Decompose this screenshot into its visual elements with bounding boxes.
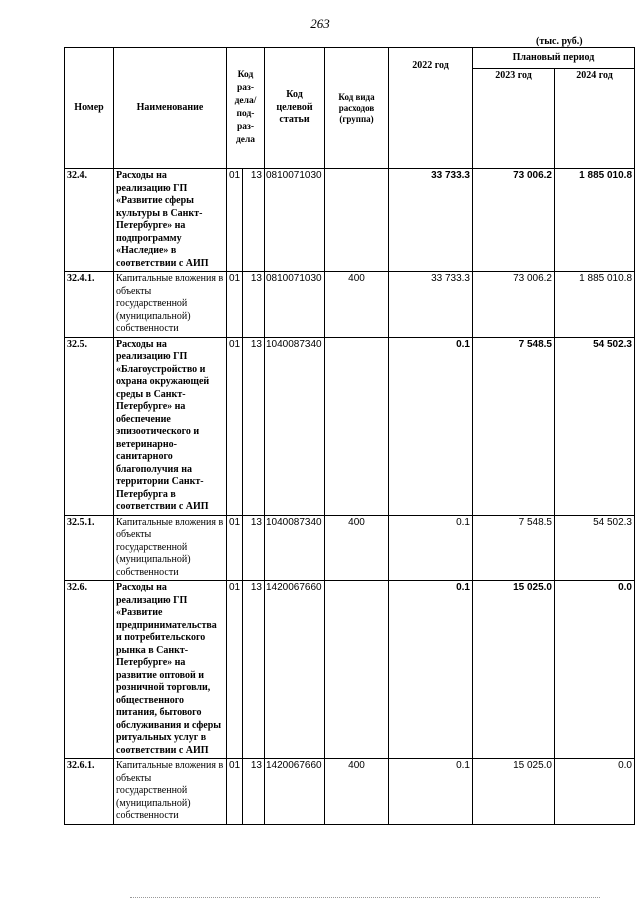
row-kind-code (325, 581, 389, 759)
row-number: 32.5. (65, 337, 114, 515)
row-amount-2024: 0.0 (555, 581, 635, 759)
row-name: Расходы на реализацию ГП «Развитие сферы культуры в Санкт-Петербурге» на подпрограмму «Наследие» в соответствии с АИП (114, 169, 227, 272)
row-amount-2023: 15 025.0 (473, 759, 555, 825)
header-kind: Код вида расходов (группа) (325, 48, 389, 169)
row-subsection-code: 13 (243, 581, 265, 759)
row-amount-2024: 54 502.3 (555, 515, 635, 581)
row-target-code: 1040087340 (265, 337, 325, 515)
row-name: Капитальные вложения в объекты государственной (муниципальной) собственности (114, 515, 227, 581)
table-row (65, 272, 635, 338)
row-kind-code: 400 (325, 272, 389, 338)
row-number: 32.4.1. (65, 272, 114, 338)
header-target: Код целевой статьи (265, 48, 325, 169)
table-row (65, 515, 635, 581)
row-number: 32.4. (65, 169, 114, 272)
header-number: Номер (65, 48, 114, 169)
row-kind-code (325, 169, 389, 272)
table-header (65, 48, 635, 169)
page-bottom-edge (130, 897, 600, 900)
row-amount-2022: 33 733.3 (389, 272, 473, 338)
row-amount-2023: 73 006.2 (473, 169, 555, 272)
row-number: 32.6.1. (65, 759, 114, 825)
row-subsection-code: 13 (243, 515, 265, 581)
row-name: Капитальные вложения в объекты государственной (муниципальной) собственности (114, 759, 227, 825)
row-section-code: 01 (227, 272, 243, 338)
row-amount-2022: 0.1 (389, 515, 473, 581)
header-2022: 2022 год (389, 48, 473, 169)
row-kind-code (325, 337, 389, 515)
row-kind-code: 400 (325, 515, 389, 581)
row-amount-2022: 0.1 (389, 581, 473, 759)
header-2024: 2024 год (555, 69, 635, 169)
row-subsection-code: 13 (243, 272, 265, 338)
row-subsection-code: 13 (243, 759, 265, 825)
row-subsection-code: 13 (243, 169, 265, 272)
row-section-code: 01 (227, 515, 243, 581)
header-2023: 2023 год (473, 69, 555, 169)
row-amount-2024: 1 885 010.8 (555, 169, 635, 272)
header-plan-period: Плановый период (473, 48, 635, 69)
row-target-code: 1420067660 (265, 581, 325, 759)
page-number: 263 (310, 16, 330, 31)
table-row (65, 169, 635, 272)
row-section-code: 01 (227, 581, 243, 759)
row-target-code: 1040087340 (265, 515, 325, 581)
header-section: Код раз-дела/ под-раз-дела (227, 48, 265, 169)
row-amount-2022: 0.1 (389, 337, 473, 515)
row-section-code: 01 (227, 169, 243, 272)
row-name: Расходы на реализацию ГП «Благоустройство и охрана окружающей среды в Санкт-Петербурге» на обеспечение эпизоотического и ветеринарно-санитарного благополучия на территории Санкт-Петербурга в соответствии с АИП (114, 337, 227, 515)
row-subsection-code: 13 (243, 337, 265, 515)
row-target-code: 0810071030 (265, 272, 325, 338)
row-kind-code: 400 (325, 759, 389, 825)
table-row (65, 337, 635, 515)
row-amount-2023: 73 006.2 (473, 272, 555, 338)
row-section-code: 01 (227, 759, 243, 825)
budget-table (64, 47, 635, 825)
row-amount-2022: 33 733.3 (389, 169, 473, 272)
row-name: Капитальные вложения в объекты государственной (муниципальной) собственности (114, 272, 227, 338)
row-amount-2023: 7 548.5 (473, 515, 555, 581)
table-row (65, 759, 635, 825)
row-amount-2024: 54 502.3 (555, 337, 635, 515)
row-number: 32.5.1. (65, 515, 114, 581)
row-amount-2024: 0.0 (555, 759, 635, 825)
row-name: Расходы на реализацию ГП «Развитие предпринимательства и потребительского рынка в Санкт-Петербурге» на развитие оптовой и розничной торговли, общественного питания, бытового обслуживания и сферы ритуальных услуг в соответствии с АИП (114, 581, 227, 759)
row-number: 32.6. (65, 581, 114, 759)
row-amount-2023: 15 025.0 (473, 581, 555, 759)
row-target-code: 0810071030 (265, 169, 325, 272)
row-target-code: 1420067660 (265, 759, 325, 825)
row-section-code: 01 (227, 337, 243, 515)
table-row (65, 581, 635, 759)
row-amount-2022: 0.1 (389, 759, 473, 825)
row-amount-2024: 1 885 010.8 (555, 272, 635, 338)
units-label: (тыс. руб.) (536, 36, 583, 47)
row-amount-2023: 7 548.5 (473, 337, 555, 515)
table-body (65, 169, 635, 825)
header-name: Наименование (114, 48, 227, 169)
